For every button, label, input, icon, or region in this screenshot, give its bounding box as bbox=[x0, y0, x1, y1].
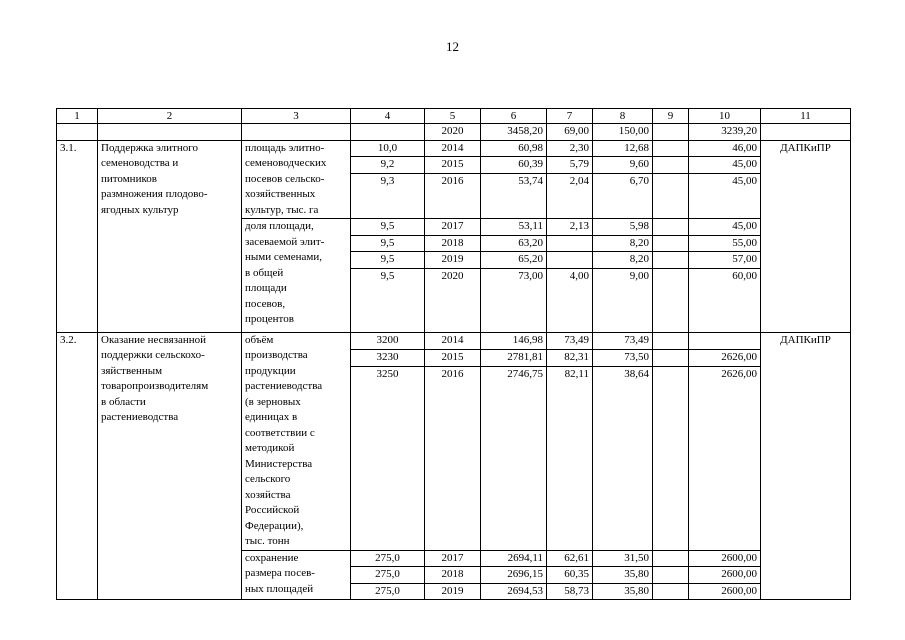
table-cell: 35,80 bbox=[593, 583, 653, 600]
table-cell: 2014 bbox=[425, 332, 481, 349]
table-cell: 60,98 bbox=[481, 140, 547, 157]
table-cell bbox=[653, 349, 689, 366]
table-cell: 2694,53 bbox=[481, 583, 547, 600]
cell-text-line: зяйственным bbox=[101, 364, 163, 377]
table-cell: 2017 bbox=[425, 550, 481, 567]
table-cell bbox=[547, 252, 593, 269]
cell-text-line: площади bbox=[245, 282, 287, 294]
cell-text-line: ными семенами, bbox=[245, 251, 322, 263]
table-cell bbox=[653, 583, 689, 600]
table-cell bbox=[98, 124, 242, 141]
column-number: 2 bbox=[98, 109, 242, 124]
table-cell: 2694,11 bbox=[481, 550, 547, 567]
table-cell: 2017 bbox=[425, 219, 481, 236]
header-row bbox=[57, 109, 851, 124]
indicator-name bbox=[242, 332, 351, 550]
table-cell: 3458,20 bbox=[481, 124, 547, 141]
table-cell: 275,0 bbox=[351, 567, 425, 584]
table-cell: 53,11 bbox=[481, 219, 547, 236]
cell-text-line: продукции bbox=[245, 364, 296, 377]
table-cell: 150,00 bbox=[593, 124, 653, 141]
table-cell: 2018 bbox=[425, 567, 481, 584]
table-cell bbox=[653, 219, 689, 236]
table-cell bbox=[242, 124, 351, 141]
cell-text-line: культур, тыс. га bbox=[245, 203, 319, 216]
cell-text-line: Российской bbox=[245, 504, 300, 516]
item-number: 3.2. bbox=[57, 332, 98, 600]
cell-text-line: хозяйства bbox=[245, 488, 291, 501]
table-cell: 82,31 bbox=[547, 349, 593, 366]
table-cell: 3230 bbox=[351, 349, 425, 366]
table-cell: 2015 bbox=[425, 349, 481, 366]
table-cell: 73,49 bbox=[593, 332, 653, 349]
column-number: 3 bbox=[242, 109, 351, 124]
table-cell bbox=[653, 332, 689, 349]
table-cell: 2626,00 bbox=[689, 349, 761, 366]
cell-text-line: размера посев- bbox=[245, 567, 315, 579]
table-cell: 9,2 bbox=[351, 157, 425, 174]
table-cell: 82,11 bbox=[547, 367, 593, 550]
table-cell bbox=[761, 124, 851, 141]
table-cell: 3239,20 bbox=[689, 124, 761, 141]
cell-text-line: посевов сельско- bbox=[245, 172, 325, 185]
table-cell bbox=[653, 268, 689, 332]
cell-text-line: ных площадей bbox=[245, 582, 314, 595]
table-cell: 275,0 bbox=[351, 550, 425, 567]
cell-text-line: производства bbox=[245, 349, 308, 361]
table-cell: 5,79 bbox=[547, 157, 593, 174]
cell-text-line: в области bbox=[101, 395, 146, 408]
table-cell: 53,74 bbox=[481, 173, 547, 218]
table-cell: 2,04 bbox=[547, 173, 593, 218]
table-cell bbox=[689, 332, 761, 349]
table-cell: 12,68 bbox=[593, 140, 653, 157]
table-cell bbox=[57, 124, 98, 141]
table-cell: 2600,00 bbox=[689, 550, 761, 567]
cell-text-line: методикой bbox=[245, 442, 295, 454]
cell-text-line: сохранение bbox=[245, 551, 299, 564]
table-cell: 31,50 bbox=[593, 550, 653, 567]
table-cell: 2626,00 bbox=[689, 367, 761, 550]
executor: ДАПКиПР bbox=[761, 140, 851, 332]
cell-text-line: хозяйственных bbox=[245, 188, 316, 200]
indicator-name bbox=[242, 550, 351, 600]
cell-text-line: засеваемой элит- bbox=[245, 235, 325, 248]
table-cell: 2746,75 bbox=[481, 367, 547, 550]
table-cell: 10,0 bbox=[351, 140, 425, 157]
table-cell: 2015 bbox=[425, 157, 481, 174]
table-cell: 9,60 bbox=[593, 157, 653, 174]
table-cell: 57,00 bbox=[689, 252, 761, 269]
cell-text-line: посевов, bbox=[245, 297, 286, 310]
table-cell: 45,00 bbox=[689, 219, 761, 236]
table-row bbox=[57, 332, 851, 349]
table-cell: 45,00 bbox=[689, 173, 761, 218]
column-number: 8 bbox=[593, 109, 653, 124]
cell-text-line: семеноводства и bbox=[101, 157, 179, 169]
table-cell: 69,00 bbox=[547, 124, 593, 141]
column-number: 9 bbox=[653, 109, 689, 124]
table-cell bbox=[547, 235, 593, 252]
table-cell: 2600,00 bbox=[689, 583, 761, 600]
column-number: 7 bbox=[547, 109, 593, 124]
table-cell: 2020 bbox=[425, 124, 481, 141]
table-cell: 9,5 bbox=[351, 235, 425, 252]
column-number: 5 bbox=[425, 109, 481, 124]
table-cell: 2014 bbox=[425, 140, 481, 157]
table-cell: 8,20 bbox=[593, 235, 653, 252]
cell-text-line: соответствии с bbox=[245, 426, 315, 439]
table-cell bbox=[653, 567, 689, 584]
item-name bbox=[98, 332, 242, 600]
cell-text-line: сельского bbox=[245, 473, 291, 485]
table-cell bbox=[351, 124, 425, 141]
cell-text-line: тыс. тонн bbox=[245, 535, 290, 547]
cell-text-line: Оказание несвязанной bbox=[101, 333, 207, 346]
cell-text-line: товаропроизводителям bbox=[101, 380, 209, 392]
table-cell: 2018 bbox=[425, 235, 481, 252]
cell-text-line: растениеводства bbox=[101, 411, 179, 423]
table-cell: 9,5 bbox=[351, 219, 425, 236]
table-cell: 2696,15 bbox=[481, 567, 547, 584]
table-cell: 3250 bbox=[351, 367, 425, 550]
table-cell: 9,00 bbox=[593, 268, 653, 332]
table-cell: 73,50 bbox=[593, 349, 653, 366]
table-cell: 4,00 bbox=[547, 268, 593, 332]
indicator-name bbox=[242, 140, 351, 219]
table-cell: 45,00 bbox=[689, 157, 761, 174]
item-name bbox=[98, 140, 242, 332]
table-cell: 2019 bbox=[425, 583, 481, 600]
table-cell: 58,73 bbox=[547, 583, 593, 600]
table-cell: 73,49 bbox=[547, 332, 593, 349]
cell-text-line: поддержки сельскохо- bbox=[101, 349, 205, 361]
cell-text-line: процентов bbox=[245, 313, 294, 325]
cell-text-line: площадь элитно- bbox=[245, 141, 325, 154]
table-cell: 2600,00 bbox=[689, 567, 761, 584]
page-number: 12 bbox=[446, 39, 459, 54]
column-number: 10 bbox=[689, 109, 761, 124]
table-cell: 2781,81 bbox=[481, 349, 547, 366]
item-number: 3.1. bbox=[57, 140, 98, 332]
column-number: 4 bbox=[351, 109, 425, 124]
column-number: 6 bbox=[481, 109, 547, 124]
program-table bbox=[56, 108, 851, 600]
table-cell: 146,98 bbox=[481, 332, 547, 349]
table-cell bbox=[653, 550, 689, 567]
table-cell: 3200 bbox=[351, 332, 425, 349]
table-cell bbox=[653, 173, 689, 218]
cell-text-line: Поддержка элитного bbox=[101, 141, 198, 154]
table-cell: 6,70 bbox=[593, 173, 653, 218]
table-cell: 60,00 bbox=[689, 268, 761, 332]
table-cell: 60,39 bbox=[481, 157, 547, 174]
cell-text-line: питомников bbox=[101, 172, 157, 185]
executor: ДАПКиПР bbox=[761, 332, 851, 600]
table-cell bbox=[653, 367, 689, 550]
table-cell: 2020 bbox=[425, 268, 481, 332]
table-cell: 46,00 bbox=[689, 140, 761, 157]
table-cell: 55,00 bbox=[689, 235, 761, 252]
table-row bbox=[57, 140, 851, 157]
cell-text-line: семеноводческих bbox=[245, 157, 327, 169]
indicator-name bbox=[242, 219, 351, 333]
cell-text-line: единицах в bbox=[245, 411, 298, 423]
table-cell: 65,20 bbox=[481, 252, 547, 269]
table-cell: 62,61 bbox=[547, 550, 593, 567]
table-cell: 9,3 bbox=[351, 173, 425, 218]
table-cell: 2016 bbox=[425, 367, 481, 550]
table-cell: 73,00 bbox=[481, 268, 547, 332]
table-cell: 2,30 bbox=[547, 140, 593, 157]
table-cell: 9,5 bbox=[351, 252, 425, 269]
table-cell bbox=[653, 140, 689, 157]
table-cell: 38,64 bbox=[593, 367, 653, 550]
cell-text-line: размножения плодово- bbox=[101, 188, 208, 200]
table-cell bbox=[653, 235, 689, 252]
cell-text-line: растениеводства bbox=[245, 380, 323, 392]
table-cell: 60,35 bbox=[547, 567, 593, 584]
cell-text-line: (в зерновых bbox=[245, 395, 301, 408]
cell-text-line: объём bbox=[245, 333, 274, 346]
table-cell bbox=[653, 157, 689, 174]
table-cell: 2019 bbox=[425, 252, 481, 269]
table-cell: 9,5 bbox=[351, 268, 425, 332]
table-cell: 63,20 bbox=[481, 235, 547, 252]
cell-text-line: доля площади, bbox=[245, 220, 314, 232]
cell-text-line: Федерации), bbox=[245, 519, 304, 532]
table-cell: 2,13 bbox=[547, 219, 593, 236]
column-number: 11 bbox=[761, 109, 851, 124]
table-cell: 35,80 bbox=[593, 567, 653, 584]
table-cell: 275,0 bbox=[351, 583, 425, 600]
column-number: 1 bbox=[57, 109, 98, 124]
table-row bbox=[57, 124, 851, 141]
table-cell bbox=[653, 252, 689, 269]
table-cell: 5,98 bbox=[593, 219, 653, 236]
cell-text-line: Министерства bbox=[245, 457, 313, 470]
table-cell: 2016 bbox=[425, 173, 481, 218]
cell-text-line: в общей bbox=[245, 266, 284, 279]
cell-text-line: ягодных культур bbox=[101, 203, 179, 216]
table-cell bbox=[653, 124, 689, 141]
table-cell: 8,20 bbox=[593, 252, 653, 269]
